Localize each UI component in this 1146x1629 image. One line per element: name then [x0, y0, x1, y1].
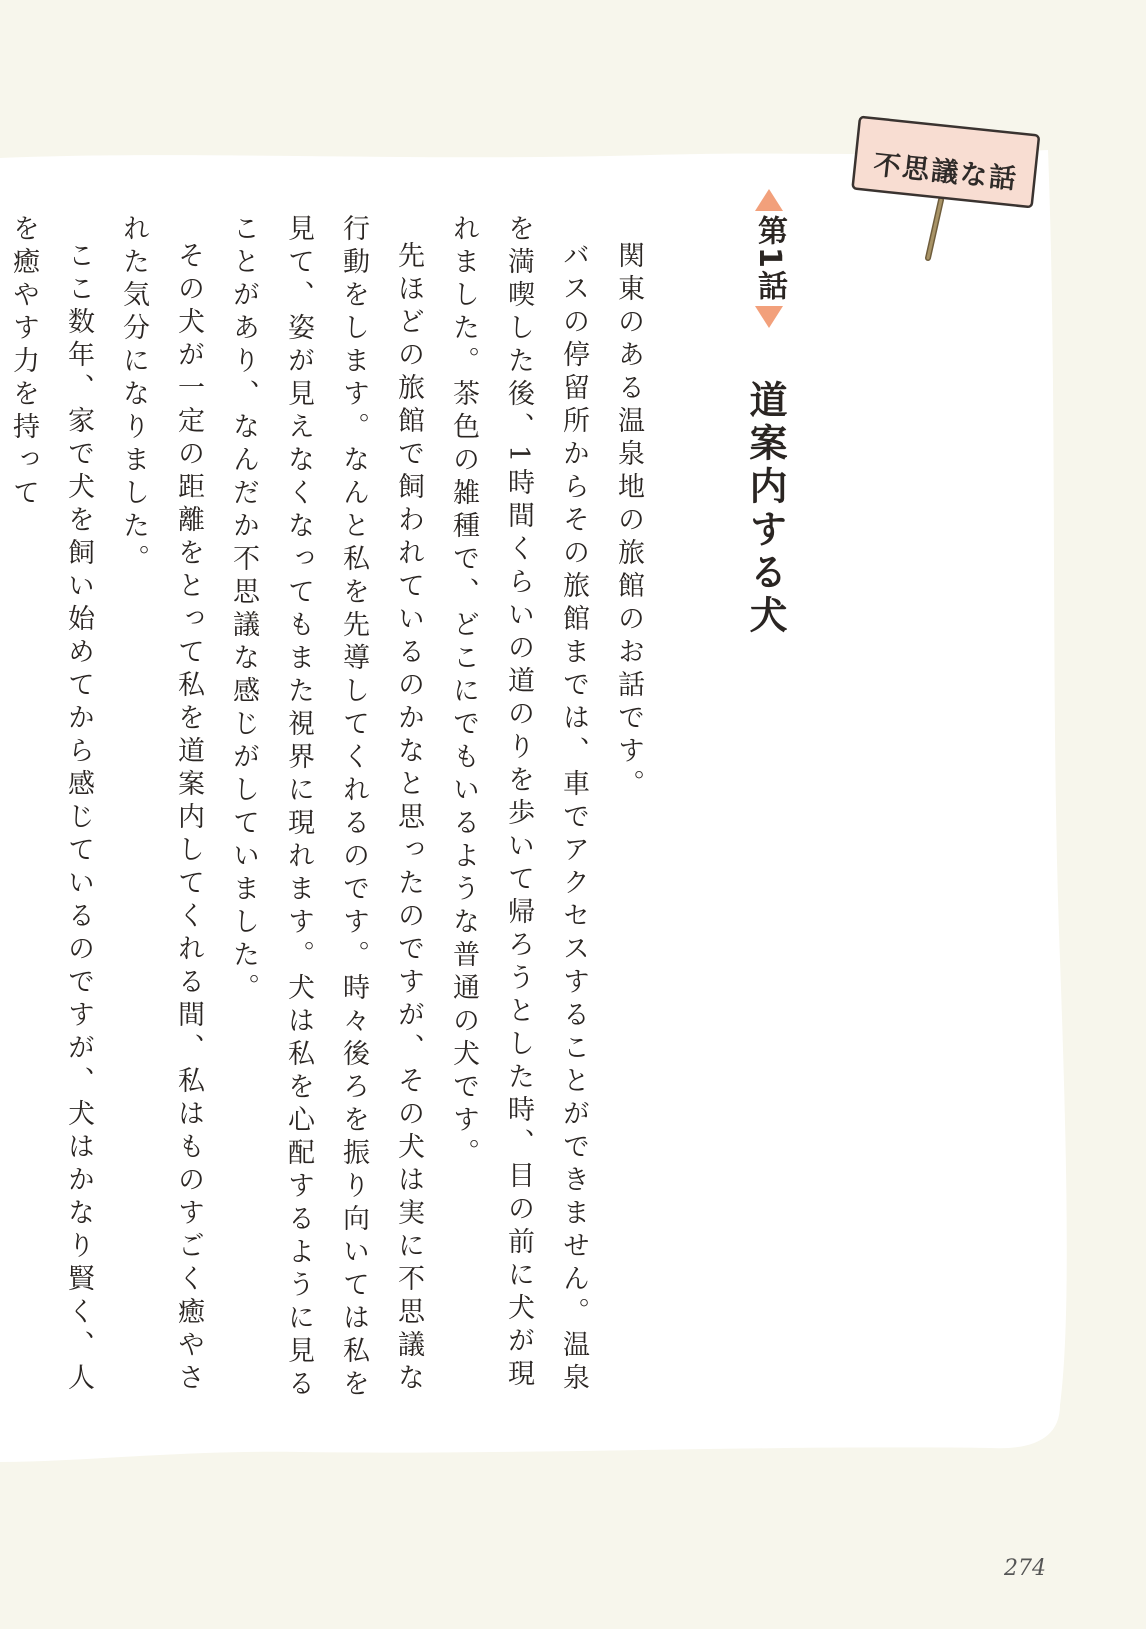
signboard [846, 108, 1046, 268]
episode-label: 第1話 [752, 215, 787, 302]
body-text [0, 214, 656, 1419]
page-number: 274 [1004, 1556, 1046, 1581]
chapter-title: 道案内する犬 [743, 380, 787, 638]
triangle-down-icon [755, 306, 783, 328]
triangle-up-icon [755, 189, 783, 211]
episode-marker [749, 189, 789, 328]
paragraph: 先ほどの旅館で飼われているのかなと思ったのですが、その犬は実に不思議な行動をします。なんと私を先導してくれるのです。時々後ろを振り向いては私を見て、姿が見えなくなってもまた視界に現れます。犬は私を心配するように見ることがあり、なんだか不思議な感じがしていました。 [228, 214, 424, 1402]
paragraph: バスの停留所からその旅館までは、車でアクセスすることができません。温泉を満喫した後、1時間くらいの道のりを歩いて帰ろうとした時、目の前に犬が現れました。茶色の雑種で、どこにでもいるような普通の犬です。 [448, 214, 589, 1396]
paragraph: その犬が一定の距離をとって私を道案内してくれる間、私はものすごく癒やされた気分になりました。 [118, 214, 204, 1396]
sign-label: 不思議な話 [871, 149, 1020, 196]
paragraph: ここ数年、家で犬を飼い始めてから感じているのですが、犬はかなり賢く、人を癒やす力を持って [8, 214, 94, 1396]
paragraph: 関東のある温泉地の旅館のお話です。 [613, 241, 644, 802]
